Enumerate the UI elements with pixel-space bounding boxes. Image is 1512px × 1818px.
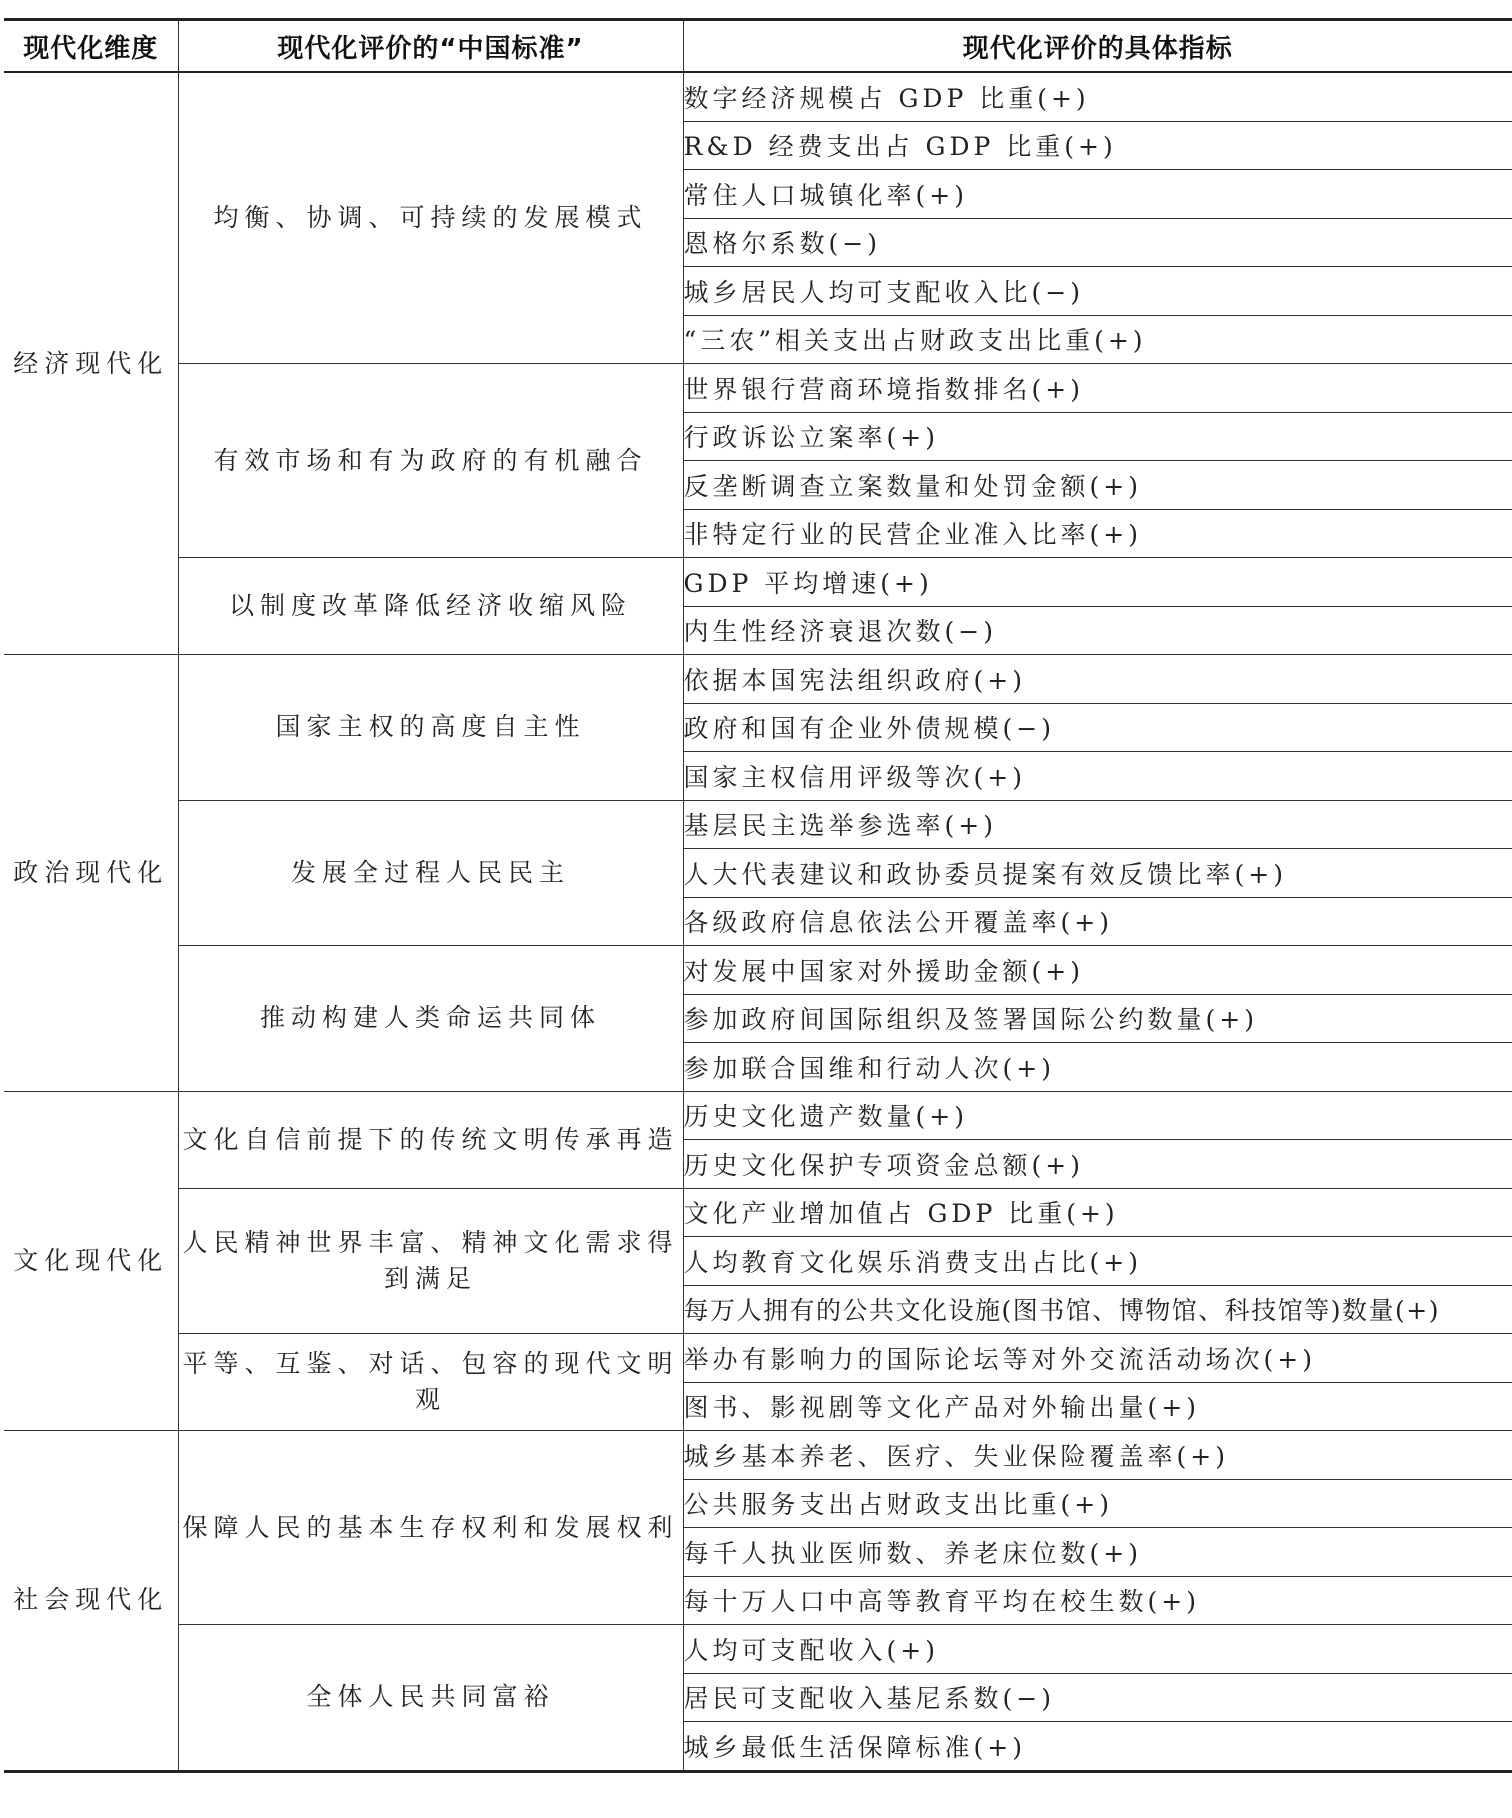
header-standard: 现代化评价的“中国标准” (178, 20, 683, 73)
indicator-cell: 举办有影响力的国际论坛等对外交流活动场次(+) (683, 1334, 1512, 1383)
indicator-cell: 常住人口城镇化率(+) (683, 170, 1512, 219)
indicator-cell: 内生性经济衰退次数(−) (683, 606, 1512, 655)
table-row (4, 1188, 1512, 1237)
header-row (4, 20, 1512, 73)
table-row (4, 946, 1512, 995)
indicator-cell: GDP 平均增速(+) (683, 558, 1512, 607)
indicator-cell: 国家主权信用评级等次(+) (683, 752, 1512, 801)
standard-cell: 全体人民共同富裕 (178, 1625, 683, 1772)
indicator-cell: “三农”相关支出占财政支出比重(+) (683, 315, 1512, 364)
table-row (4, 800, 1512, 849)
standard-cell: 保障人民的基本生存权利和发展权利 (178, 1431, 683, 1625)
indicator-cell: 参加政府间国际组织及签署国际公约数量(+) (683, 994, 1512, 1043)
standard-cell: 发展全过程人民民主 (178, 800, 683, 946)
table-row (4, 1334, 1512, 1383)
table-row (4, 655, 1512, 704)
indicator-cell: 人均教育文化娱乐消费支出占比(+) (683, 1237, 1512, 1286)
dimension-cell: 政治现代化 (4, 655, 178, 1092)
indicator-cell: 世界银行营商环境指数排名(+) (683, 364, 1512, 413)
indicator-cell: 历史文化遗产数量(+) (683, 1091, 1512, 1140)
indicator-cell: 政府和国有企业外债规模(−) (683, 703, 1512, 752)
indicator-cell: 各级政府信息依法公开覆盖率(+) (683, 897, 1512, 946)
indicator-cell: 行政诉讼立案率(+) (683, 412, 1512, 461)
indicator-cell: 历史文化保护专项资金总额(+) (683, 1140, 1512, 1189)
table-row (4, 72, 1512, 121)
indicator-cell: R&D 经费支出占 GDP 比重(+) (683, 121, 1512, 170)
indicator-cell: 基层民主选举参选率(+) (683, 800, 1512, 849)
dimension-cell: 经济现代化 (4, 72, 178, 655)
indicator-table (4, 18, 1512, 1773)
indicator-cell: 每千人执业医师数、养老床位数(+) (683, 1528, 1512, 1577)
standard-cell: 均衡、协调、可持续的发展模式 (178, 72, 683, 364)
table-row (4, 1091, 1512, 1140)
table-row (4, 558, 1512, 607)
standard-cell: 平等、互鉴、对话、包容的现代文明观 (178, 1334, 683, 1431)
dimension-cell: 社会现代化 (4, 1431, 178, 1772)
header-indicator: 现代化评价的具体指标 (683, 20, 1512, 73)
indicator-cell: 依据本国宪法组织政府(+) (683, 655, 1512, 704)
indicator-cell: 城乡居民人均可支配收入比(−) (683, 267, 1512, 316)
table-row (4, 1431, 1512, 1480)
indicator-cell: 人均可支配收入(+) (683, 1625, 1512, 1674)
table-body (4, 72, 1512, 1771)
indicator-cell: 公共服务支出占财政支出比重(+) (683, 1479, 1512, 1528)
indicator-cell: 居民可支配收入基尼系数(−) (683, 1673, 1512, 1722)
standard-cell: 以制度改革降低经济收缩风险 (178, 558, 683, 655)
table-row (4, 1625, 1512, 1674)
indicator-cell: 非特定行业的民营企业准入比率(+) (683, 509, 1512, 558)
standard-cell: 人民精神世界丰富、精神文化需求得到满足 (178, 1188, 683, 1334)
dimension-cell: 文化现代化 (4, 1091, 178, 1431)
indicator-cell: 恩格尔系数(−) (683, 218, 1512, 267)
indicator-cell: 数字经济规模占 GDP 比重(+) (683, 72, 1512, 121)
standard-cell: 国家主权的高度自主性 (178, 655, 683, 801)
standard-cell: 推动构建人类命运共同体 (178, 946, 683, 1092)
standard-cell: 有效市场和有为政府的有机融合 (178, 364, 683, 558)
standard-cell: 文化自信前提下的传统文明传承再造 (178, 1091, 683, 1188)
indicator-cell: 每十万人口中高等教育平均在校生数(+) (683, 1576, 1512, 1625)
indicator-cell: 图书、影视剧等文化产品对外输出量(+) (683, 1382, 1512, 1431)
indicator-cell: 人大代表建议和政协委员提案有效反馈比率(+) (683, 849, 1512, 898)
table-row (4, 364, 1512, 413)
indicator-cell: 城乡最低生活保障标准(+) (683, 1722, 1512, 1772)
indicator-cell: 反垄断调查立案数量和处罚金额(+) (683, 461, 1512, 510)
indicator-cell: 参加联合国维和行动人次(+) (683, 1043, 1512, 1092)
indicator-cell: 对发展中国家对外援助金额(+) (683, 946, 1512, 995)
indicator-cell: 城乡基本养老、医疗、失业保险覆盖率(+) (683, 1431, 1512, 1480)
indicator-cell: 每万人拥有的公共文化设施(图书馆、博物馆、科技馆等)数量(+) (683, 1285, 1512, 1334)
indicator-cell: 文化产业增加值占 GDP 比重(+) (683, 1188, 1512, 1237)
header-dimension: 现代化维度 (4, 20, 178, 73)
